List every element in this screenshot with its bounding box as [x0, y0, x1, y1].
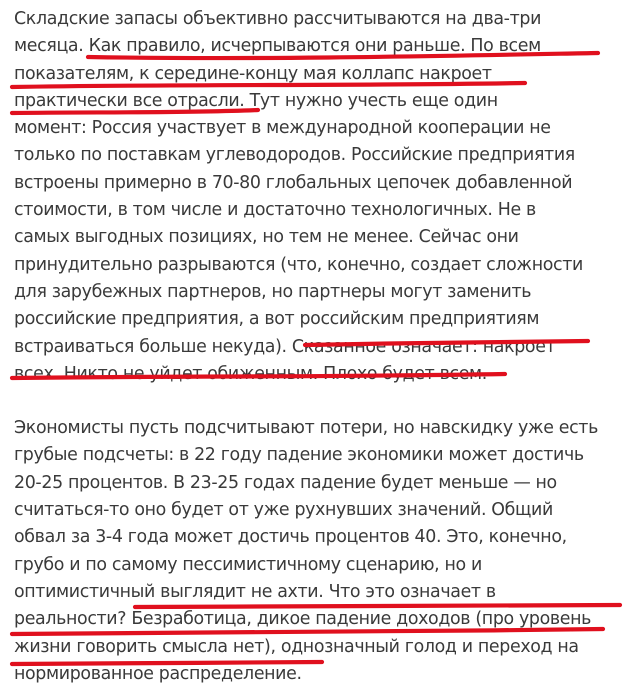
text-line: грубые подсчеты: в 22 году падение экономики может достичь — [14, 445, 584, 466]
text-line: момент: Россия участвует в международной кооперации не — [14, 118, 551, 139]
text-line: считаться-то оно будет от уже рухнувших значений. Общий — [14, 500, 553, 521]
text-line: всех. Никто не уйдет обиженным. Плохо будет всем. — [14, 363, 487, 384]
text-line: для зарубежных партнеров, но партнеры могут заменить — [14, 281, 532, 302]
text-line: оптимистичный выглядит не ахти. Что это означает в — [14, 581, 496, 602]
text-line: только по поставкам углеводородов. Российские предприятия — [14, 145, 575, 166]
text-line: показателям, к середине-концу мая коллапс накроет — [14, 63, 492, 84]
text-line: грубо и по самому пессимистичному сценарию, но и — [14, 554, 482, 575]
text-line: практически все отрасли. Тут нужно учесть еще один — [14, 90, 498, 111]
text-line: обвал за 3-4 года может достичь процентов 40. Это, конечно, — [14, 527, 567, 548]
text-line: 20-25 процентов. В 23-25 годах падение будет меньше — но — [14, 472, 557, 493]
article-text — [14, 6, 626, 688]
text-line: встроены примерно в 70-80 глобальных цепочек добавленной — [14, 172, 573, 193]
text-line: месяца. Как правило, исчерпываются они раньше. По всем — [14, 36, 541, 57]
text-line: самых выгодных позициях, но тем не менее. Сейчас они — [14, 227, 519, 248]
text-line: Экономисты пусть подсчитывают потери, но навскидку уже есть — [14, 418, 598, 439]
text-line: российские предприятия, а вот российским предприятиям — [14, 309, 540, 330]
text-line: стоимости, в том числе и достаточно технологичных. Не в — [14, 200, 536, 221]
paragraph-2 — [14, 415, 626, 688]
text-line: жизни говорить смысла нет), однозначный голод и переход на — [14, 636, 579, 657]
text-line: реальности? Безработица, дикое падение доходов (про уровень — [14, 609, 592, 630]
text-line: Складские запасы объективно рассчитываются на два-три — [14, 9, 542, 29]
text-line: нормированное распределение. — [14, 663, 302, 684]
text-line: принудительно разрываются (что, конечно, создает сложности — [14, 254, 583, 275]
paragraph-1 — [14, 6, 626, 388]
text-line: встраиваться больше некуда). Сказанное означает: накроет — [14, 336, 556, 357]
